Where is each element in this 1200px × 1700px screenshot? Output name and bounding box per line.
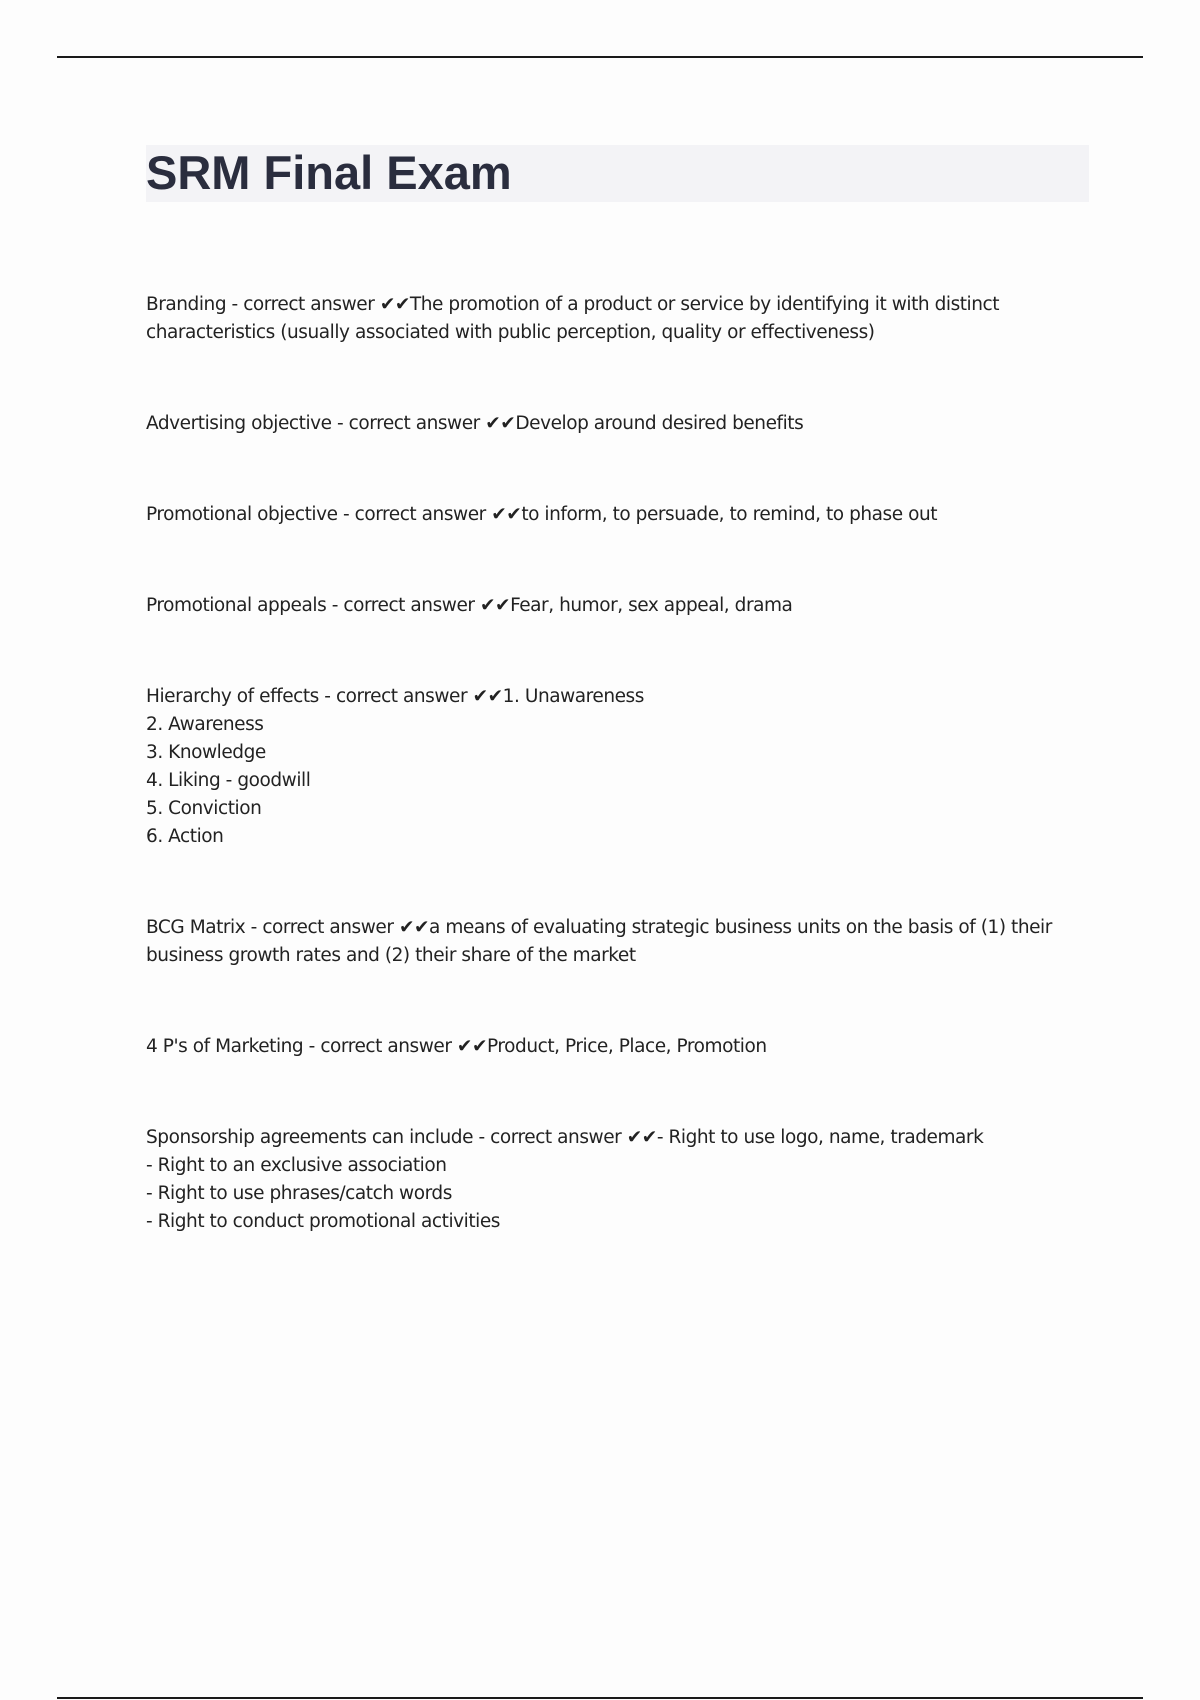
qa-answer: The promotion of a product or service by identifying it with distinct characteristics (usually associated with public perception, quality or effectiveness) (146, 294, 1000, 343)
list-item: 5. Conviction (146, 798, 262, 819)
qa-separator: - correct answer ✔✔ (331, 413, 516, 434)
qa-term: BCG Matrix (146, 917, 246, 938)
qa-entry-sponsorship-agreements (146, 1124, 1091, 1236)
list-item: 6. Action (146, 826, 224, 847)
qa-entry-promotional-objective (146, 501, 1091, 529)
qa-line (146, 1033, 1091, 1061)
bottom-rule (57, 1697, 1143, 1699)
qa-line (146, 501, 1091, 529)
qa-term: Promotional appeals (146, 595, 327, 616)
qa-entry-bcg-matrix (146, 914, 1091, 970)
qa-line (146, 683, 1091, 711)
qa-answer: - Right to use logo, name, trademark (656, 1127, 984, 1148)
qa-line (146, 1124, 1091, 1152)
qa-term: Sponsorship agreements can include (146, 1127, 474, 1148)
qa-line (146, 592, 1091, 620)
qa-term: Advertising objective (146, 413, 332, 434)
qa-answer: a means of evaluating strategic business units on the basis of (1) their business growth rates and (2) their share of the market (146, 917, 1052, 966)
qa-term: Hierarchy of effects (146, 686, 319, 707)
qa-answer: to inform, to persuade, to remind, to phase out (521, 504, 938, 525)
qa-separator: - correct answer ✔✔ (473, 1127, 657, 1148)
qa-separator: - correct answer ✔✔ (303, 1036, 488, 1057)
qa-separator: - correct answer ✔✔ (318, 686, 503, 707)
qa-line (146, 410, 1091, 438)
qa-answer: Product, Price, Place, Promotion (487, 1036, 767, 1057)
list-item: 3. Knowledge (146, 742, 266, 763)
qa-separator: - correct answer ✔✔ (337, 504, 522, 525)
page-title: SRM Final Exam (146, 146, 512, 199)
qa-answer: Develop around desired benefits (515, 413, 804, 434)
list-item: 2. Awareness (146, 714, 264, 735)
qa-line (146, 291, 1091, 347)
list-item: - Right to conduct promotional activities (146, 1211, 500, 1232)
qa-term: Promotional objective (146, 504, 338, 525)
qa-separator: - correct answer ✔✔ (326, 595, 511, 616)
qa-separator: - correct answer ✔✔ (245, 917, 430, 938)
qa-separator: - correct answer ✔✔ (226, 294, 410, 315)
qa-answer: 1. Unawareness (502, 686, 644, 707)
list-item: - Right to use phrases/catch words (146, 1183, 452, 1204)
qa-term: Branding (146, 294, 227, 315)
top-rule (57, 56, 1143, 58)
qa-entry-4ps-of-marketing (146, 1033, 1091, 1061)
qa-answer: Fear, humor, sex appeal, drama (510, 595, 793, 616)
qa-entry-promotional-appeals (146, 592, 1091, 620)
list-item: - Right to an exclusive association (146, 1155, 447, 1176)
qa-entry-hierarchy-of-effects (146, 683, 1091, 851)
document-body (146, 291, 1091, 1299)
qa-entry-branding (146, 291, 1091, 347)
list-item: 4. Liking - goodwill (146, 770, 311, 791)
qa-term: 4 P's of Marketing (146, 1036, 304, 1057)
qa-line (146, 914, 1091, 970)
qa-entry-advertising-objective (146, 410, 1091, 438)
